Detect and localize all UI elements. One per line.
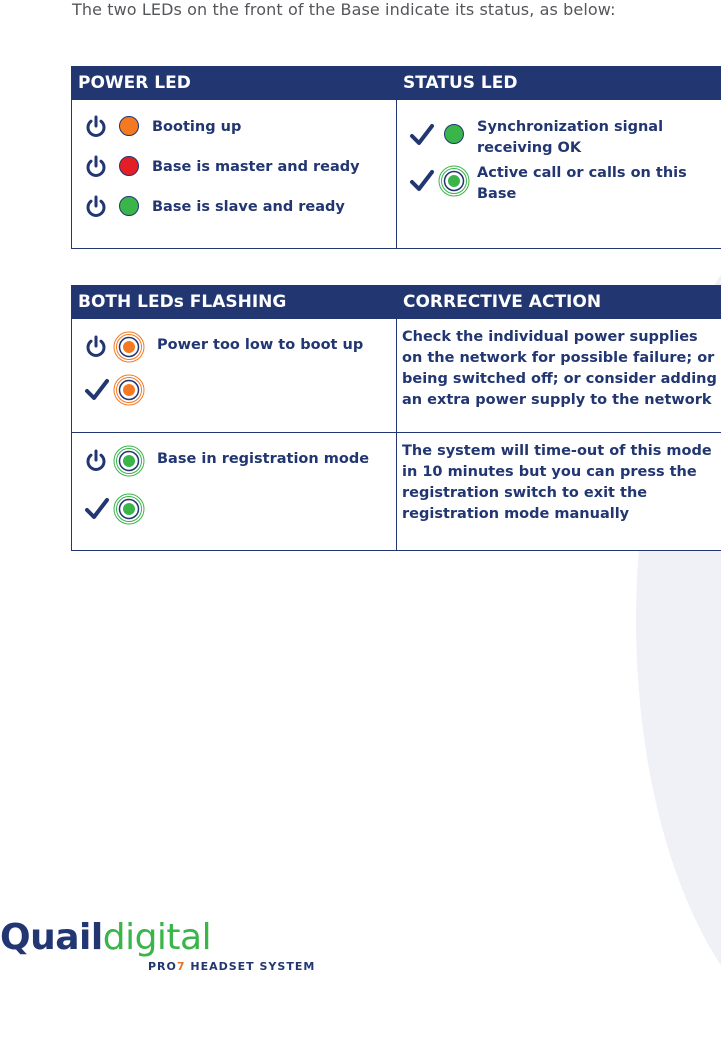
header-status-led: STATUS LED <box>397 67 721 100</box>
list-item <box>72 107 396 147</box>
power-icon <box>84 449 108 473</box>
list-item <box>397 164 721 208</box>
green-flashing-led-icon <box>113 493 145 525</box>
power-led-cell <box>72 100 397 249</box>
flashing-label: Power too low to boot up <box>157 335 363 356</box>
header-both-leds-flashing: BOTH LEDs FLASHING <box>72 286 397 319</box>
list-item <box>72 187 396 227</box>
logo-sub-seven: 7 <box>177 960 186 973</box>
orange-led-icon <box>119 116 139 136</box>
logo-subtitle <box>148 960 315 973</box>
flashing-cell <box>72 433 397 551</box>
red-led-icon <box>119 156 139 176</box>
green-led-icon <box>119 196 139 216</box>
logo-sub-rest: HEADSET SYSTEM <box>186 960 316 973</box>
orange-flashing-led-icon <box>113 374 145 406</box>
list-item-label: Active call or calls on this Base <box>477 163 721 205</box>
check-icon <box>84 378 110 402</box>
power-icon <box>84 115 108 139</box>
list-item-label: Synchronization signal receiving OK <box>477 117 721 159</box>
check-icon <box>409 169 435 193</box>
list-item <box>72 147 396 187</box>
status-led-cell <box>397 100 721 249</box>
led-status-table <box>71 66 721 249</box>
logo-sub-pro: PRO <box>148 960 177 973</box>
power-icon <box>84 195 108 219</box>
action-cell <box>397 433 721 551</box>
flashing-cell <box>72 319 397 433</box>
action-cell <box>397 319 721 433</box>
list-item-label: Base is master and ready <box>152 157 360 178</box>
list-item-label: Booting up <box>152 117 241 138</box>
green-flashing-led-icon <box>438 165 470 197</box>
flashing-table <box>71 285 721 551</box>
quaildigital-logo <box>0 918 211 958</box>
logo-quail: Quail <box>0 917 103 958</box>
check-icon <box>409 123 435 147</box>
list-item-label: Base is slave and ready <box>152 197 345 218</box>
flashing-label: Base in registration mode <box>157 449 369 470</box>
green-flashing-led-icon <box>113 445 145 477</box>
table-row <box>72 433 721 551</box>
logo-digital: digital <box>103 917 211 958</box>
action-text: Check the individual power supplies on the network for possible failure; or being switched off; or consider adding an extra power supply to the network <box>397 319 721 411</box>
intro-text: The two LEDs on the front of the Base indicate its status, as below: <box>72 0 616 19</box>
action-text: The system will time-out of this mode in 10 minutes but you can press the registration switch to exit the registration mode manually <box>397 433 721 525</box>
list-item <box>397 118 721 162</box>
green-led-icon <box>444 124 464 144</box>
header-power-led: POWER LED <box>72 67 397 100</box>
header-corrective-action: CORRECTIVE ACTION <box>397 286 721 319</box>
check-icon <box>84 497 110 521</box>
power-icon <box>84 155 108 179</box>
power-icon <box>84 335 108 359</box>
table-row <box>72 319 721 433</box>
orange-flashing-led-icon <box>113 331 145 363</box>
